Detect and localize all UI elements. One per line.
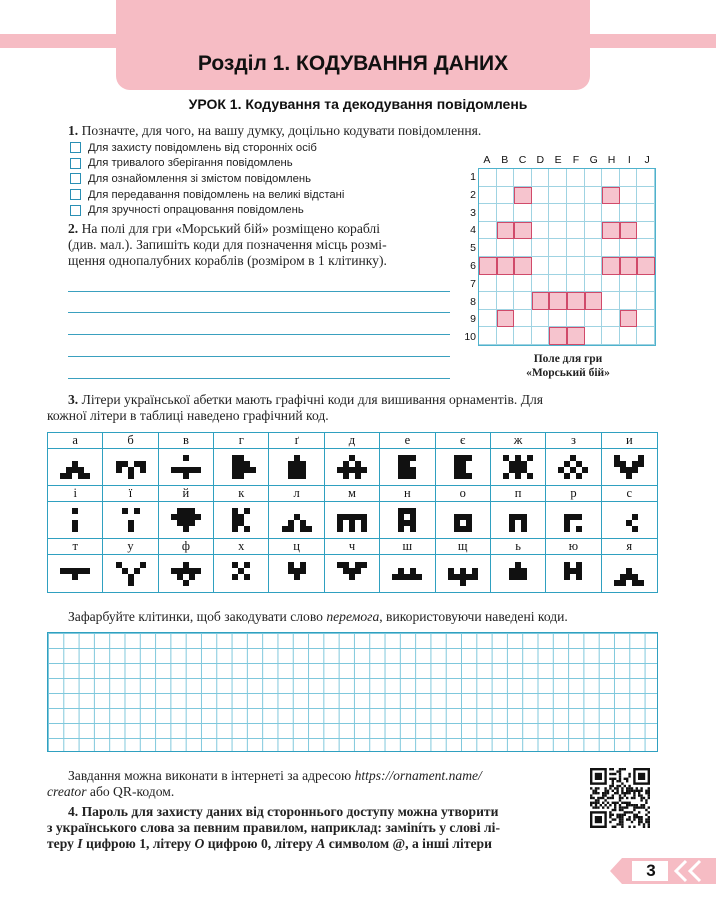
letter-cell: м [325, 486, 380, 501]
checkbox[interactable] [70, 158, 81, 169]
sea-cell [497, 169, 515, 187]
ship-cell [620, 257, 638, 275]
question-2: 2. На полі для гри «Морський бій» розміщено кораблі (див. мал.). Запишіть коди для позначення місць розмі- щення однопалубних кораблів (розміром в 1 клітинку). [68, 221, 387, 268]
graphic-code [337, 455, 367, 479]
sea-cell [637, 204, 655, 222]
letter-cell: х [214, 539, 269, 554]
letter-cell: г [214, 433, 269, 448]
graphic-code [116, 455, 146, 479]
sea-cell [567, 222, 585, 240]
code-cell [325, 502, 380, 538]
sea-cell [514, 275, 532, 293]
ship-cell [637, 257, 655, 275]
sea-cell [637, 187, 655, 205]
question-1: 1. Позначте, для чого, на вашу думку, доцільно кодувати повідомлення. [68, 123, 482, 138]
code-cell [546, 502, 601, 538]
sea-cell [479, 310, 497, 328]
column-label: I [627, 154, 631, 166]
graphic-code [558, 508, 588, 532]
alphabet-code-table [47, 432, 658, 593]
graphic-code [614, 562, 644, 586]
sea-cell [620, 169, 638, 187]
sea-cell [637, 239, 655, 257]
letter-cell: й [159, 486, 214, 501]
column-label: E [554, 154, 562, 166]
row-label: 8 [470, 295, 476, 308]
sea-cell [549, 222, 567, 240]
sea-cell [532, 275, 550, 293]
code-cell [546, 449, 601, 485]
online-task: Завдання можна виконати в інтернеті за адресою https://ornament.name/ creator або QR-кодом. [47, 768, 482, 799]
letter-cell: ґ [269, 433, 324, 448]
sea-cell [479, 187, 497, 205]
answer-line[interactable] [68, 334, 450, 335]
sea-cell [585, 310, 603, 328]
graphic-code [448, 455, 478, 479]
sea-cell [602, 204, 620, 222]
row-label: 4 [470, 224, 476, 237]
column-label: B [501, 154, 509, 166]
row-label: 5 [470, 242, 476, 255]
graphic-code [448, 508, 478, 532]
ship-cell [602, 187, 620, 205]
sea-cell [532, 239, 550, 257]
sea-cell [497, 327, 515, 345]
sea-cell [479, 275, 497, 293]
graphic-code [171, 562, 201, 586]
ship-cell [514, 187, 532, 205]
row-label: 9 [470, 313, 476, 326]
sea-cell [497, 275, 515, 293]
sea-cell [532, 169, 550, 187]
letter-cell: п [491, 486, 546, 501]
sea-cell [620, 239, 638, 257]
battleship-caption: Поле для гри «Морський бій» [526, 353, 610, 379]
sea-cell [620, 204, 638, 222]
graphic-code [226, 455, 256, 479]
column-label: D [536, 154, 545, 166]
letter-cell: е [380, 433, 435, 448]
ship-cell [497, 257, 515, 275]
code-cell [380, 555, 435, 592]
sea-cell [497, 204, 515, 222]
letter-cell: ь [491, 539, 546, 554]
graphic-code [448, 562, 478, 586]
graphic-code [392, 508, 422, 532]
graphic-code [614, 508, 644, 532]
letter-cell: н [380, 486, 435, 501]
letter-cell: к [214, 486, 269, 501]
sea-cell [637, 310, 655, 328]
option-item[interactable]: Для захисту повідомлень від сторонніх осіб [70, 140, 450, 156]
code-cell [436, 449, 491, 485]
codes-row [48, 502, 657, 539]
sea-cell [479, 222, 497, 240]
graphic-code [60, 455, 90, 479]
letter-cell: ж [491, 433, 546, 448]
sea-cell [479, 292, 497, 310]
sea-cell [532, 204, 550, 222]
letter-cell: ц [269, 539, 324, 554]
sea-cell [532, 222, 550, 240]
page-number: 3 [646, 861, 656, 880]
code-cell [159, 555, 214, 592]
graphic-code [337, 562, 367, 586]
column-label: C [518, 154, 527, 166]
code-cell [48, 449, 103, 485]
letters-row [48, 486, 657, 502]
question-4: 4. Пароль для захисту даних від стороннього доступу можна утворити з українського слова за певним правилом, наприклад: заміníть у слові лі- теру І цифрою 1, літеру О цифрою 0, літеру А символом @, а інші літери [47, 804, 500, 851]
graphic-code [171, 455, 201, 479]
option-item[interactable]: Для зручності опрацювання повідомлень [70, 202, 450, 218]
row-label: 3 [470, 206, 476, 219]
question-1-options [70, 140, 450, 218]
coloring-task: Зафарбуйте клітинки, щоб закодувати слово перемога, використовуючи наведені коди. [68, 609, 568, 624]
sea-cell [585, 275, 603, 293]
sea-cell [602, 310, 620, 328]
column-label: H [607, 154, 616, 166]
ship-cell [532, 292, 550, 310]
sea-cell [532, 257, 550, 275]
graphic-code [392, 562, 422, 586]
letter-cell: т [48, 539, 103, 554]
letter-cell: і [48, 486, 103, 501]
question-3: 3. Літери української абетки мають графічні коди для вишивання орнаментів. Для кожної літери в таблиці наведено графічний код. [47, 392, 544, 423]
column-label: G [589, 154, 598, 166]
code-cell [436, 555, 491, 592]
letter-cell: л [269, 486, 324, 501]
sea-cell [549, 187, 567, 205]
letter-cell: є [436, 433, 491, 448]
code-cell [546, 555, 601, 592]
row-label: 2 [470, 188, 476, 201]
checkbox[interactable] [70, 173, 81, 184]
letter-cell: з [546, 433, 601, 448]
letter-cell: д [325, 433, 380, 448]
code-cell [103, 555, 158, 592]
sea-cell [620, 187, 638, 205]
sea-cell [567, 275, 585, 293]
ship-cell [602, 222, 620, 240]
sea-cell [585, 222, 603, 240]
graphic-code [503, 562, 533, 586]
sea-cell [497, 239, 515, 257]
code-cell [269, 555, 324, 592]
row-label: 6 [470, 260, 476, 272]
code-cell [325, 555, 380, 592]
code-cell [269, 502, 324, 538]
graphic-code [226, 508, 256, 532]
battleship-grid [478, 168, 656, 346]
ship-cell [479, 257, 497, 275]
code-cell [491, 555, 546, 592]
graphic-code [60, 508, 90, 532]
code-cell [602, 449, 657, 485]
sea-cell [549, 310, 567, 328]
graphic-code [116, 508, 146, 532]
letter-cell: у [103, 539, 158, 554]
column-label: J [644, 154, 650, 166]
sea-cell [549, 257, 567, 275]
graphic-code [116, 562, 146, 586]
sea-cell [602, 275, 620, 293]
code-cell [214, 449, 269, 485]
letter-cell: в [159, 433, 214, 448]
sea-cell [637, 222, 655, 240]
sea-cell [514, 169, 532, 187]
letter-cell: ш [380, 539, 435, 554]
ship-cell [602, 257, 620, 275]
graphic-code [558, 455, 588, 479]
section-title: Розділ 1. КОДУВАННЯ ДАНИХ [197, 52, 509, 75]
checkbox[interactable] [70, 142, 81, 153]
header-tab [116, 0, 590, 90]
codes-row [48, 449, 657, 486]
answer-line[interactable] [68, 356, 450, 357]
sea-cell [549, 275, 567, 293]
letter-cell: щ [436, 539, 491, 554]
lesson-title: УРОК 1. Кодування та декодування повідомлень [188, 96, 528, 112]
sea-cell [637, 292, 655, 310]
graphic-code [226, 562, 256, 586]
letters-row [48, 539, 657, 555]
graphic-code [614, 455, 644, 479]
row-label: 7 [470, 277, 476, 290]
code-cell [325, 449, 380, 485]
ship-cell [620, 222, 638, 240]
graphic-code [282, 455, 312, 479]
code-cell [159, 449, 214, 485]
sea-cell [479, 204, 497, 222]
row-label: 1 [470, 171, 476, 183]
graphic-code [503, 455, 533, 479]
sea-cell [567, 187, 585, 205]
sea-cell [479, 239, 497, 257]
graphic-code [171, 508, 201, 532]
sea-cell [585, 169, 603, 187]
checkbox[interactable] [70, 189, 81, 200]
sea-cell [514, 239, 532, 257]
url-link[interactable]: https://ornament.name/ [354, 768, 482, 783]
sea-cell [549, 239, 567, 257]
letter-cell: ч [325, 539, 380, 554]
code-cell [48, 555, 103, 592]
qr-code[interactable] [590, 768, 650, 828]
sea-cell [532, 327, 550, 345]
code-cell [159, 502, 214, 538]
graphic-code [503, 508, 533, 532]
sea-cell [620, 275, 638, 293]
code-cell [269, 449, 324, 485]
sea-cell [602, 169, 620, 187]
sea-cell [497, 187, 515, 205]
code-cell [48, 502, 103, 538]
answer-line[interactable] [68, 312, 450, 313]
sea-cell [567, 204, 585, 222]
sea-cell [514, 327, 532, 345]
letter-cell: с [626, 486, 633, 500]
sea-cell [585, 204, 603, 222]
column-label: A [483, 154, 491, 166]
answer-line[interactable] [68, 291, 450, 292]
sea-cell [567, 239, 585, 257]
row-label: 10 [464, 331, 476, 344]
sea-cell [602, 292, 620, 310]
option-item[interactable]: Для тривалого зберігання повідомлень [70, 156, 450, 172]
code-cell [214, 502, 269, 538]
ship-cell [620, 310, 638, 328]
sea-cell [479, 169, 497, 187]
letter-cell: ю [546, 539, 601, 554]
letter-cell: р [546, 486, 601, 501]
column-label: F [572, 154, 580, 166]
sea-cell [549, 169, 567, 187]
checkbox[interactable] [70, 205, 81, 216]
ship-cell [514, 257, 532, 275]
ship-cell [567, 292, 585, 310]
sea-cell [637, 169, 655, 187]
graphic-code [337, 508, 367, 532]
graphic-code [282, 508, 312, 532]
option-item[interactable]: Для ознайомлення зі змістом повідомлень [70, 171, 450, 187]
sea-cell [532, 187, 550, 205]
letter-cell: а [48, 433, 103, 448]
letter-cell: ф [159, 539, 214, 554]
ship-cell [585, 292, 603, 310]
graphic-code [282, 562, 312, 586]
code-cell [602, 555, 657, 592]
sea-cell [585, 187, 603, 205]
sea-cell [585, 239, 603, 257]
sea-cell [637, 275, 655, 293]
sea-cell [620, 327, 638, 345]
graphic-code [392, 455, 422, 479]
graphic-code [558, 562, 588, 586]
sea-cell [567, 169, 585, 187]
sea-cell [514, 310, 532, 328]
sea-cell [602, 239, 620, 257]
letter-cell: я [626, 539, 633, 553]
letter-cell: ї [103, 486, 158, 501]
code-cell [602, 502, 657, 538]
sea-cell [620, 292, 638, 310]
sea-cell [567, 257, 585, 275]
code-cell [103, 449, 158, 485]
sea-cell [567, 310, 585, 328]
code-cell [380, 502, 435, 538]
ship-cell [549, 292, 567, 310]
letter-cell: б [103, 433, 158, 448]
sea-cell [585, 327, 603, 345]
option-item[interactable]: Для передавання повідомлень на великі відстані [70, 187, 450, 203]
sea-cell [637, 327, 655, 345]
code-cell [436, 502, 491, 538]
sea-cell [497, 292, 515, 310]
sea-cell [514, 292, 532, 310]
sea-cell [532, 310, 550, 328]
coloring-grid[interactable] [47, 632, 658, 752]
ship-cell [549, 327, 567, 345]
code-cell [380, 449, 435, 485]
letter-cell: о [436, 486, 491, 501]
sea-cell [514, 204, 532, 222]
letters-row [48, 433, 657, 449]
graphic-code [60, 562, 90, 586]
codes-row [48, 555, 657, 592]
ship-cell [497, 310, 515, 328]
sea-cell [602, 327, 620, 345]
code-cell [491, 502, 546, 538]
ship-cell [497, 222, 515, 240]
letter-cell: и [625, 433, 633, 447]
sea-cell [549, 204, 567, 222]
code-cell [491, 449, 546, 485]
code-cell [214, 555, 269, 592]
sea-cell [479, 327, 497, 345]
answer-line[interactable] [68, 378, 450, 379]
ship-cell [514, 222, 532, 240]
ship-cell [567, 327, 585, 345]
sea-cell [585, 257, 603, 275]
code-cell [103, 502, 158, 538]
